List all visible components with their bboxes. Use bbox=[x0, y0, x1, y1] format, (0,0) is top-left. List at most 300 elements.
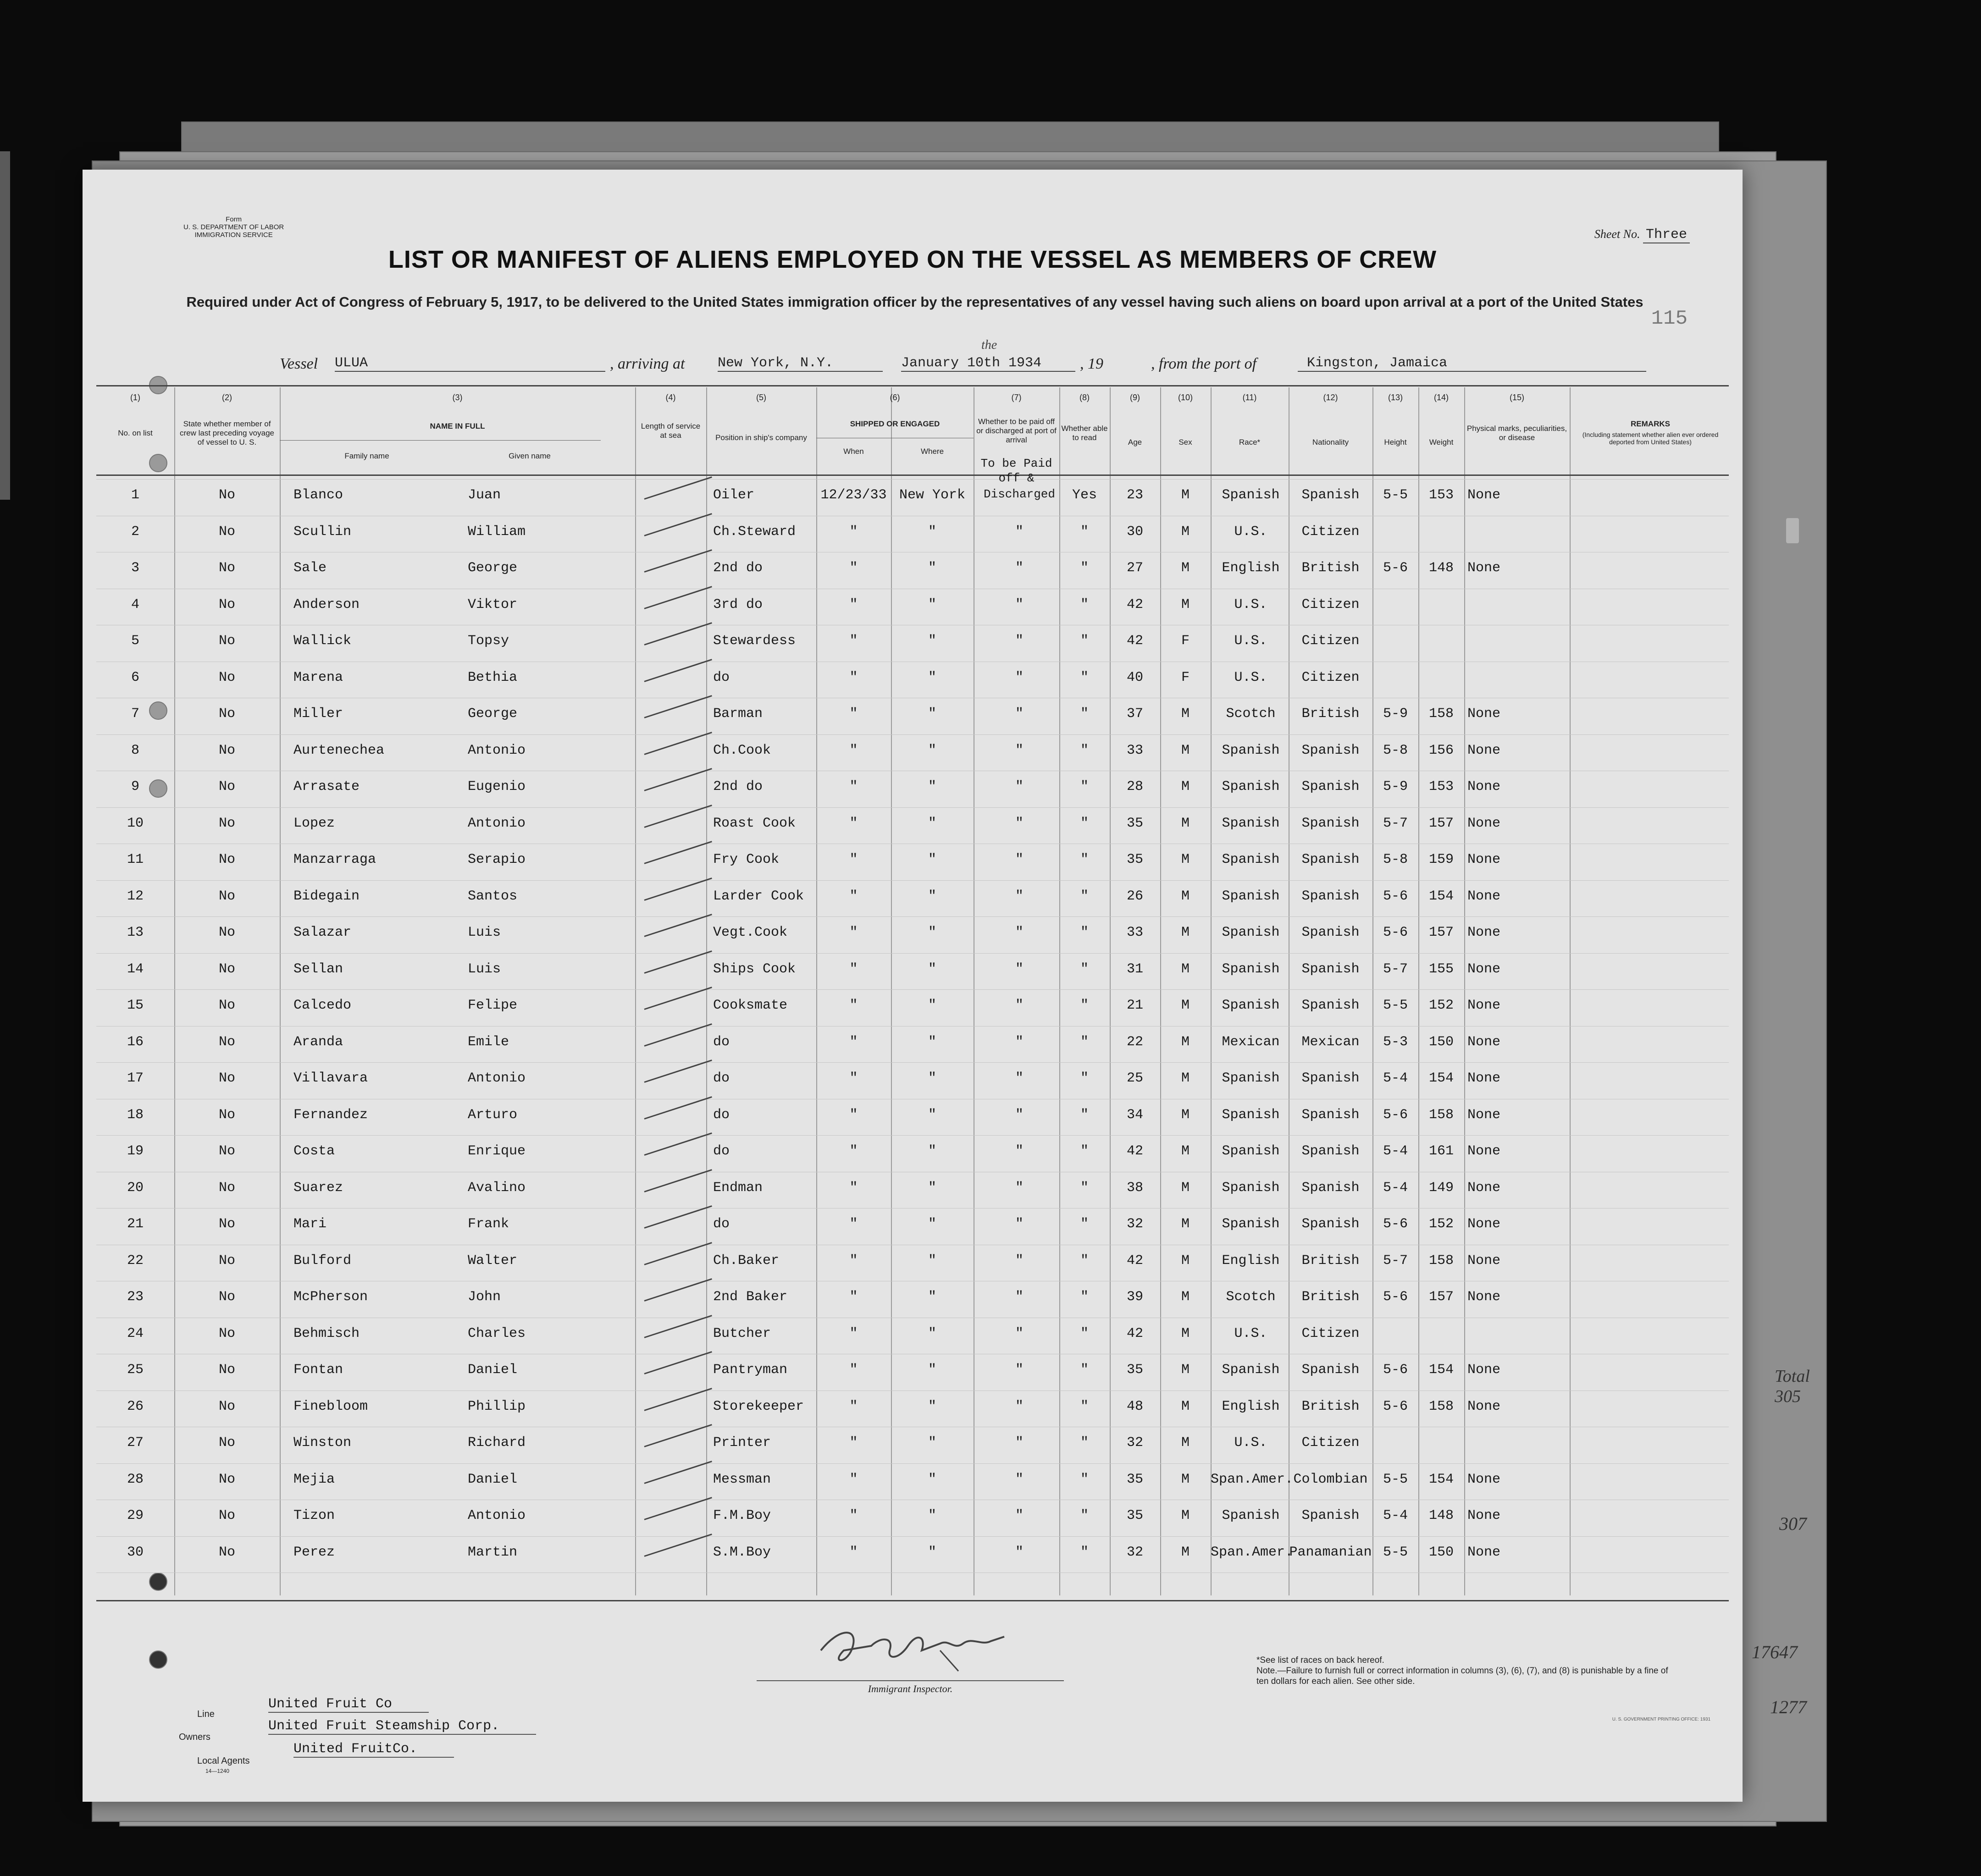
cell-shipped-where: " bbox=[928, 1289, 936, 1305]
header-race: Race* bbox=[1239, 438, 1261, 447]
cell-previous-voyage: No bbox=[218, 961, 235, 977]
cell-race: Spanish bbox=[1222, 742, 1280, 758]
cell-race: Spanish bbox=[1222, 1070, 1280, 1086]
header-rule bbox=[96, 385, 1729, 386]
cell-row-number: 18 bbox=[127, 1107, 144, 1123]
table-row bbox=[96, 633, 1729, 669]
cell-physical-marks: None bbox=[1467, 1216, 1501, 1232]
agents-form-code: 14—1240 bbox=[205, 1768, 230, 1774]
cell-race: U.S. bbox=[1234, 524, 1267, 540]
cell-family-name: Wallick bbox=[293, 633, 352, 649]
cell-physical-marks: None bbox=[1467, 1253, 1501, 1269]
cell-age: 37 bbox=[1126, 706, 1143, 722]
cell-family-name: Mejia bbox=[293, 1471, 335, 1487]
cell-race: Spanish bbox=[1222, 1362, 1280, 1378]
cell-shipped-where: " bbox=[928, 1362, 936, 1378]
cell-able-to-read: " bbox=[1080, 669, 1089, 685]
cell-age: 38 bbox=[1126, 1180, 1143, 1196]
cell-previous-voyage: No bbox=[218, 596, 235, 612]
cell-race: U.S. bbox=[1234, 1435, 1267, 1451]
cell-age: 27 bbox=[1126, 560, 1143, 576]
cell-nationality: British bbox=[1301, 1398, 1360, 1414]
cell-given-name: Enrique bbox=[468, 1143, 526, 1159]
cell-paid-off: " bbox=[1015, 560, 1024, 576]
header-physical-marks: Physical marks, peculiarities, or disease bbox=[1466, 424, 1567, 442]
owners-label: Owners bbox=[179, 1732, 210, 1742]
cell-paid-off: " bbox=[1015, 1070, 1024, 1086]
cell-shipped-when: " bbox=[849, 1143, 858, 1159]
cell-sex: M bbox=[1181, 1398, 1190, 1414]
cell-shipped-where: " bbox=[928, 1471, 936, 1487]
cell-shipped-when: " bbox=[849, 1435, 858, 1451]
cell-paid-off: " bbox=[1015, 742, 1024, 758]
cell-row-number: 10 bbox=[127, 815, 144, 831]
cell-position: Oiler bbox=[713, 487, 755, 503]
col-num-2: (2) bbox=[222, 393, 232, 402]
cell-age: 22 bbox=[1126, 1034, 1143, 1050]
cell-nationality: Spanish bbox=[1301, 888, 1360, 904]
cell-row-number: 14 bbox=[127, 961, 144, 977]
cell-row-number: 25 bbox=[127, 1362, 144, 1378]
cell-shipped-where: " bbox=[928, 1070, 936, 1086]
cell-age: 28 bbox=[1126, 779, 1143, 795]
cell-height: 5-6 bbox=[1383, 1362, 1408, 1378]
cell-height: 5-4 bbox=[1383, 1180, 1408, 1196]
agents-value: United FruitCo. bbox=[293, 1741, 454, 1758]
paid-off-note-line: off & bbox=[998, 471, 1035, 485]
cell-nationality: British bbox=[1301, 706, 1360, 722]
cell-age: 25 bbox=[1126, 1070, 1143, 1086]
cell-age: 39 bbox=[1126, 1289, 1143, 1305]
table-row bbox=[96, 1107, 1729, 1143]
cell-sex: M bbox=[1181, 1143, 1190, 1159]
cell-row-number: 5 bbox=[131, 633, 139, 649]
form-department: U. S. DEPARTMENT OF LABOR bbox=[183, 223, 284, 231]
cell-nationality: Citizen bbox=[1301, 524, 1360, 540]
cell-race: Spanish bbox=[1222, 852, 1280, 867]
cell-shipped-where: " bbox=[928, 961, 936, 977]
cell-family-name: Fontan bbox=[293, 1362, 343, 1378]
cell-shipped-where: " bbox=[928, 1034, 936, 1050]
cell-previous-voyage: No bbox=[218, 1471, 235, 1487]
cell-sex: M bbox=[1181, 1180, 1190, 1196]
cell-position: do bbox=[713, 1107, 730, 1123]
cell-age: 34 bbox=[1126, 1107, 1143, 1123]
cell-previous-voyage: No bbox=[218, 998, 235, 1013]
cell-race: Scotch bbox=[1226, 706, 1276, 722]
cell-race: Spanish bbox=[1222, 1107, 1280, 1123]
cell-nationality: Spanish bbox=[1301, 852, 1360, 867]
cell-paid-off: " bbox=[1015, 852, 1024, 867]
cell-physical-marks: None bbox=[1467, 1362, 1501, 1378]
cell-able-to-read: " bbox=[1080, 596, 1089, 612]
cell-shipped-where: " bbox=[928, 1253, 936, 1269]
cell-sex: M bbox=[1181, 1070, 1190, 1086]
cell-age: 42 bbox=[1126, 596, 1143, 612]
cell-given-name: Charles bbox=[468, 1325, 526, 1341]
cell-race: English bbox=[1222, 560, 1280, 576]
cell-height: 5-4 bbox=[1383, 1143, 1408, 1159]
cell-nationality: Spanish bbox=[1301, 1362, 1360, 1378]
footer-rule bbox=[96, 1600, 1729, 1601]
vessel-label: Vessel bbox=[280, 355, 318, 372]
cell-physical-marks: None bbox=[1467, 1544, 1501, 1560]
cell-nationality: Spanish bbox=[1301, 1180, 1360, 1196]
cell-family-name: Perez bbox=[293, 1544, 335, 1560]
cell-shipped-where: " bbox=[928, 633, 936, 649]
cell-position: Ch.Baker bbox=[713, 1253, 780, 1269]
cell-row-number: 12 bbox=[127, 888, 144, 904]
cell-row-number: 8 bbox=[131, 742, 139, 758]
cell-position: F.M.Boy bbox=[713, 1508, 771, 1523]
cell-previous-voyage: No bbox=[218, 1544, 235, 1560]
cell-previous-voyage: No bbox=[218, 925, 235, 940]
table-row bbox=[96, 1070, 1729, 1106]
cell-shipped-when: " bbox=[849, 1362, 858, 1378]
cell-height: 5-8 bbox=[1383, 852, 1408, 867]
cell-previous-voyage: No bbox=[218, 852, 235, 867]
cell-race: Span.Amer. bbox=[1211, 1544, 1294, 1560]
cell-physical-marks: None bbox=[1467, 961, 1501, 977]
cell-family-name: Aranda bbox=[293, 1034, 343, 1050]
cell-nationality: Spanish bbox=[1301, 1070, 1360, 1086]
cell-race: Spanish bbox=[1222, 815, 1280, 831]
cell-shipped-when: " bbox=[849, 852, 858, 867]
cell-row-number: 17 bbox=[127, 1070, 144, 1086]
cell-family-name: Suarez bbox=[293, 1180, 343, 1196]
cell-shipped-when: " bbox=[849, 1544, 858, 1560]
margin-note-total bbox=[1775, 1366, 1810, 1407]
cell-row-number: 9 bbox=[131, 779, 139, 795]
cell-position: Fry Cook bbox=[713, 852, 780, 867]
cell-weight: 161 bbox=[1428, 1143, 1454, 1159]
cell-physical-marks: None bbox=[1467, 1070, 1501, 1086]
cell-sex: M bbox=[1181, 925, 1190, 940]
table-row bbox=[96, 1399, 1729, 1435]
table-row bbox=[96, 852, 1729, 888]
cell-physical-marks: None bbox=[1467, 1398, 1501, 1414]
cell-shipped-when: " bbox=[849, 596, 858, 612]
cell-position: Printer bbox=[713, 1435, 771, 1451]
table-row bbox=[96, 1435, 1729, 1471]
cell-given-name: Juan bbox=[468, 487, 501, 503]
cell-nationality: Spanish bbox=[1301, 742, 1360, 758]
cell-sex: M bbox=[1181, 961, 1190, 977]
cell-row-number: 22 bbox=[127, 1253, 144, 1269]
cell-given-name: George bbox=[468, 560, 518, 576]
cell-nationality: Citizen bbox=[1301, 596, 1360, 612]
form-service: IMMIGRATION SERVICE bbox=[194, 231, 273, 239]
owners-value: United Fruit Steamship Corp. bbox=[268, 1718, 536, 1735]
cell-family-name: Fernandez bbox=[293, 1107, 368, 1123]
cell-nationality: British bbox=[1301, 560, 1360, 576]
cell-age: 31 bbox=[1126, 961, 1143, 977]
cell-row-number: 13 bbox=[127, 925, 144, 940]
year-label: , 19 bbox=[1080, 355, 1103, 372]
cell-weight: 155 bbox=[1428, 961, 1454, 977]
header-paid-off: Whether to be paid off or discharged at port of arrival bbox=[976, 417, 1057, 444]
cell-shipped-when: " bbox=[849, 1398, 858, 1414]
col-num-4: (4) bbox=[665, 393, 676, 402]
sheet-number bbox=[1594, 227, 1690, 243]
cell-shipped-when: " bbox=[849, 961, 858, 977]
cell-previous-voyage: No bbox=[218, 1435, 235, 1451]
cell-paid-off: " bbox=[1015, 1508, 1024, 1523]
cell-given-name: Avalino bbox=[468, 1180, 526, 1196]
cell-previous-voyage: No bbox=[218, 1253, 235, 1269]
margin-note-total-2: 307 bbox=[1779, 1513, 1807, 1534]
cell-previous-voyage: No bbox=[218, 1034, 235, 1050]
cell-position: do bbox=[713, 1143, 730, 1159]
cell-physical-marks: None bbox=[1467, 852, 1501, 867]
cell-physical-marks: None bbox=[1467, 1034, 1501, 1050]
cell-weight: 158 bbox=[1428, 1398, 1454, 1414]
cell-family-name: Bulford bbox=[293, 1253, 352, 1269]
cell-shipped-when: " bbox=[849, 1107, 858, 1123]
cell-weight: 153 bbox=[1428, 487, 1454, 503]
cell-age: 48 bbox=[1126, 1398, 1143, 1414]
cell-position: Stewardess bbox=[713, 633, 796, 649]
cell-paid-off: " bbox=[1015, 1398, 1024, 1414]
header-remarks: REMARKS bbox=[1631, 419, 1670, 428]
stamp-number: 115 bbox=[1651, 307, 1688, 330]
cell-position: Cooksmate bbox=[713, 998, 788, 1013]
cell-age: 35 bbox=[1126, 815, 1143, 831]
cell-physical-marks: None bbox=[1467, 925, 1501, 940]
cell-shipped-when: " bbox=[849, 633, 858, 649]
cell-height: 5-6 bbox=[1383, 888, 1408, 904]
cell-able-to-read: " bbox=[1080, 1107, 1089, 1123]
from-port-label: , from the port of bbox=[1151, 355, 1257, 372]
cell-family-name: Behmisch bbox=[293, 1325, 360, 1341]
table-row bbox=[96, 779, 1729, 815]
table-row bbox=[96, 743, 1729, 778]
cell-given-name: Richard bbox=[468, 1435, 526, 1451]
cell-family-name: Blanco bbox=[293, 487, 343, 503]
cell-able-to-read: " bbox=[1080, 1471, 1089, 1487]
cell-nationality: Panamanian bbox=[1289, 1544, 1372, 1560]
departure-port: Kingston, Jamaica bbox=[1298, 355, 1646, 372]
cell-row-number: 1 bbox=[131, 487, 139, 503]
cell-row-number: 3 bbox=[131, 560, 139, 576]
cell-family-name: Mari bbox=[293, 1216, 327, 1232]
cell-given-name: Topsy bbox=[468, 633, 509, 649]
cell-able-to-read: " bbox=[1080, 888, 1089, 904]
header-name-divider bbox=[280, 440, 601, 441]
cell-weight: 154 bbox=[1428, 1471, 1454, 1487]
margin-total-1: 305 bbox=[1775, 1387, 1801, 1406]
cell-family-name: Finebloom bbox=[293, 1398, 368, 1414]
cell-shipped-when: " bbox=[849, 1070, 858, 1086]
cell-physical-marks: None bbox=[1467, 742, 1501, 758]
cell-weight: 152 bbox=[1428, 1216, 1454, 1232]
header-sex: Sex bbox=[1179, 438, 1192, 447]
cell-previous-voyage: No bbox=[218, 487, 235, 503]
cell-paid-off: " bbox=[1015, 633, 1024, 649]
cell-position: Endman bbox=[713, 1180, 763, 1196]
cell-given-name: Emile bbox=[468, 1034, 509, 1050]
cell-age: 30 bbox=[1126, 524, 1143, 540]
cell-weight: 149 bbox=[1428, 1180, 1454, 1196]
cell-weight: 154 bbox=[1428, 1362, 1454, 1378]
cell-given-name: Viktor bbox=[468, 596, 518, 612]
cell-shipped-when: " bbox=[849, 742, 858, 758]
cell-shipped-where: " bbox=[928, 1508, 936, 1523]
cell-position: S.M.Boy bbox=[713, 1544, 771, 1560]
cell-given-name: George bbox=[468, 706, 518, 722]
cell-given-name: Frank bbox=[468, 1216, 509, 1232]
cell-race: Spanish bbox=[1222, 888, 1280, 904]
table-row bbox=[96, 961, 1729, 997]
cell-previous-voyage: No bbox=[218, 1180, 235, 1196]
cell-height: 5-5 bbox=[1383, 998, 1408, 1013]
footer-notes bbox=[1256, 1655, 1669, 1687]
cell-height: 5-3 bbox=[1383, 1034, 1408, 1050]
table-row bbox=[96, 816, 1729, 851]
cell-shipped-when: " bbox=[849, 560, 858, 576]
cell-position: Ch.Steward bbox=[713, 524, 796, 540]
cell-height: 5-4 bbox=[1383, 1070, 1408, 1086]
cell-nationality: Citizen bbox=[1301, 1325, 1360, 1341]
cell-nationality: Spanish bbox=[1301, 925, 1360, 940]
cell-able-to-read: " bbox=[1080, 998, 1089, 1013]
cell-given-name: Antonio bbox=[468, 1070, 526, 1086]
cell-weight: 158 bbox=[1428, 1107, 1454, 1123]
cell-row-number: 16 bbox=[127, 1034, 144, 1050]
cell-shipped-where: " bbox=[928, 596, 936, 612]
cell-shipped-when: " bbox=[849, 1180, 858, 1196]
cell-given-name: Phillip bbox=[468, 1398, 526, 1414]
punch-hole bbox=[149, 1650, 167, 1669]
cell-nationality: Spanish bbox=[1301, 1143, 1360, 1159]
cell-paid-off: " bbox=[1015, 1034, 1024, 1050]
cell-family-name: Marena bbox=[293, 669, 343, 685]
cell-able-to-read: " bbox=[1080, 742, 1089, 758]
table-row bbox=[96, 1289, 1729, 1325]
cell-shipped-when: " bbox=[849, 1471, 858, 1487]
cell-able-to-read: " bbox=[1080, 560, 1089, 576]
cell-weight: 157 bbox=[1428, 925, 1454, 940]
cell-paid-off: " bbox=[1015, 1253, 1024, 1269]
cell-paid-off: " bbox=[1015, 1362, 1024, 1378]
table-row bbox=[96, 706, 1729, 742]
cell-position: Storekeeper bbox=[713, 1398, 804, 1414]
cell-paid-off: " bbox=[1015, 1107, 1024, 1123]
cell-previous-voyage: No bbox=[218, 1362, 235, 1378]
cell-given-name: Luis bbox=[468, 925, 501, 940]
cell-family-name: Anderson bbox=[293, 596, 360, 612]
cell-weight: 150 bbox=[1428, 1034, 1454, 1050]
header-remarks-note: (Including statement whether alien ever ordered deported from United States) bbox=[1582, 431, 1719, 446]
cell-sex: M bbox=[1181, 815, 1190, 831]
cell-physical-marks: None bbox=[1467, 1508, 1501, 1523]
cell-race: Mexican bbox=[1222, 1034, 1280, 1050]
cell-race: Spanish bbox=[1222, 1180, 1280, 1196]
cell-sex: M bbox=[1181, 1216, 1190, 1232]
cell-paid-off: " bbox=[1015, 1544, 1024, 1560]
cell-position: Roast Cook bbox=[713, 815, 796, 831]
cell-previous-voyage: No bbox=[218, 1398, 235, 1414]
vessel-name: ULUA bbox=[335, 355, 605, 372]
cell-shipped-when: " bbox=[849, 669, 858, 685]
header-nationality: Nationality bbox=[1312, 438, 1349, 447]
table-row bbox=[96, 487, 1729, 523]
cell-able-to-read: " bbox=[1080, 852, 1089, 867]
cell-age: 35 bbox=[1126, 1508, 1143, 1523]
cell-sex: M bbox=[1181, 779, 1190, 795]
cell-family-name: Bidegain bbox=[293, 888, 360, 904]
cell-previous-voyage: No bbox=[218, 1216, 235, 1232]
cell-able-to-read: " bbox=[1080, 1070, 1089, 1086]
cell-given-name: Serapio bbox=[468, 852, 526, 867]
cell-shipped-when: " bbox=[849, 1034, 858, 1050]
table-row bbox=[96, 888, 1729, 924]
cell-shipped-where: " bbox=[928, 560, 936, 576]
cell-paid-off: " bbox=[1015, 961, 1024, 977]
cell-family-name: Villavara bbox=[293, 1070, 368, 1086]
cell-sex: M bbox=[1181, 1253, 1190, 1269]
cell-physical-marks: None bbox=[1467, 815, 1501, 831]
margin-note-n1: 17647 bbox=[1752, 1642, 1798, 1662]
cell-physical-marks: None bbox=[1467, 1289, 1501, 1305]
cell-shipped-where: " bbox=[928, 925, 936, 940]
cell-shipped-where: " bbox=[928, 524, 936, 540]
cell-age: 42 bbox=[1126, 633, 1143, 649]
cell-sex: M bbox=[1181, 706, 1190, 722]
table-row bbox=[96, 1508, 1729, 1544]
cell-row-number: 11 bbox=[127, 852, 144, 867]
cell-shipped-where: " bbox=[928, 815, 936, 831]
header-family-name: Family name bbox=[344, 452, 389, 460]
col-num-10: (10) bbox=[1178, 393, 1193, 402]
cell-family-name: McPherson bbox=[293, 1289, 368, 1305]
cell-given-name: John bbox=[468, 1289, 501, 1305]
cell-given-name: Felipe bbox=[468, 998, 518, 1013]
cell-nationality: British bbox=[1301, 1289, 1360, 1305]
cell-previous-voyage: No bbox=[218, 706, 235, 722]
cell-shipped-where: " bbox=[928, 779, 936, 795]
cell-position: 2nd do bbox=[713, 560, 763, 576]
cell-weight: 158 bbox=[1428, 706, 1454, 722]
table-row bbox=[96, 925, 1729, 960]
cell-paid-off: " bbox=[1015, 1289, 1024, 1305]
cell-weight: 150 bbox=[1428, 1544, 1454, 1560]
cell-able-to-read: " bbox=[1080, 706, 1089, 722]
cell-nationality: Spanish bbox=[1301, 815, 1360, 831]
cell-position: Ships Cook bbox=[713, 961, 796, 977]
cell-sex: M bbox=[1181, 1435, 1190, 1451]
cell-shipped-where: " bbox=[928, 1544, 936, 1560]
cell-previous-voyage: No bbox=[218, 1107, 235, 1123]
cell-race: Span.Amer. bbox=[1211, 1471, 1294, 1487]
races-note: *See list of races on back hereof. bbox=[1256, 1655, 1384, 1665]
cell-height: 5-6 bbox=[1383, 925, 1408, 940]
header-previous-voyage: State whether member of crew last preceding voyage of vessel to U. S. bbox=[179, 419, 274, 447]
cell-height: 5-9 bbox=[1383, 779, 1408, 795]
cell-sex: M bbox=[1181, 560, 1190, 576]
cell-position: Larder Cook bbox=[713, 888, 804, 904]
margin-note-n2: 1277 bbox=[1770, 1697, 1807, 1717]
cell-given-name: Antonio bbox=[468, 742, 526, 758]
cell-weight: 157 bbox=[1428, 815, 1454, 831]
cell-family-name: Costa bbox=[293, 1143, 335, 1159]
cell-age: 42 bbox=[1126, 1143, 1143, 1159]
cell-position: do bbox=[713, 1216, 730, 1232]
cell-family-name: Scullin bbox=[293, 524, 352, 540]
cell-height: 5-5 bbox=[1383, 487, 1408, 503]
cell-able-to-read: " bbox=[1080, 779, 1089, 795]
cell-family-name: Tizon bbox=[293, 1508, 335, 1523]
